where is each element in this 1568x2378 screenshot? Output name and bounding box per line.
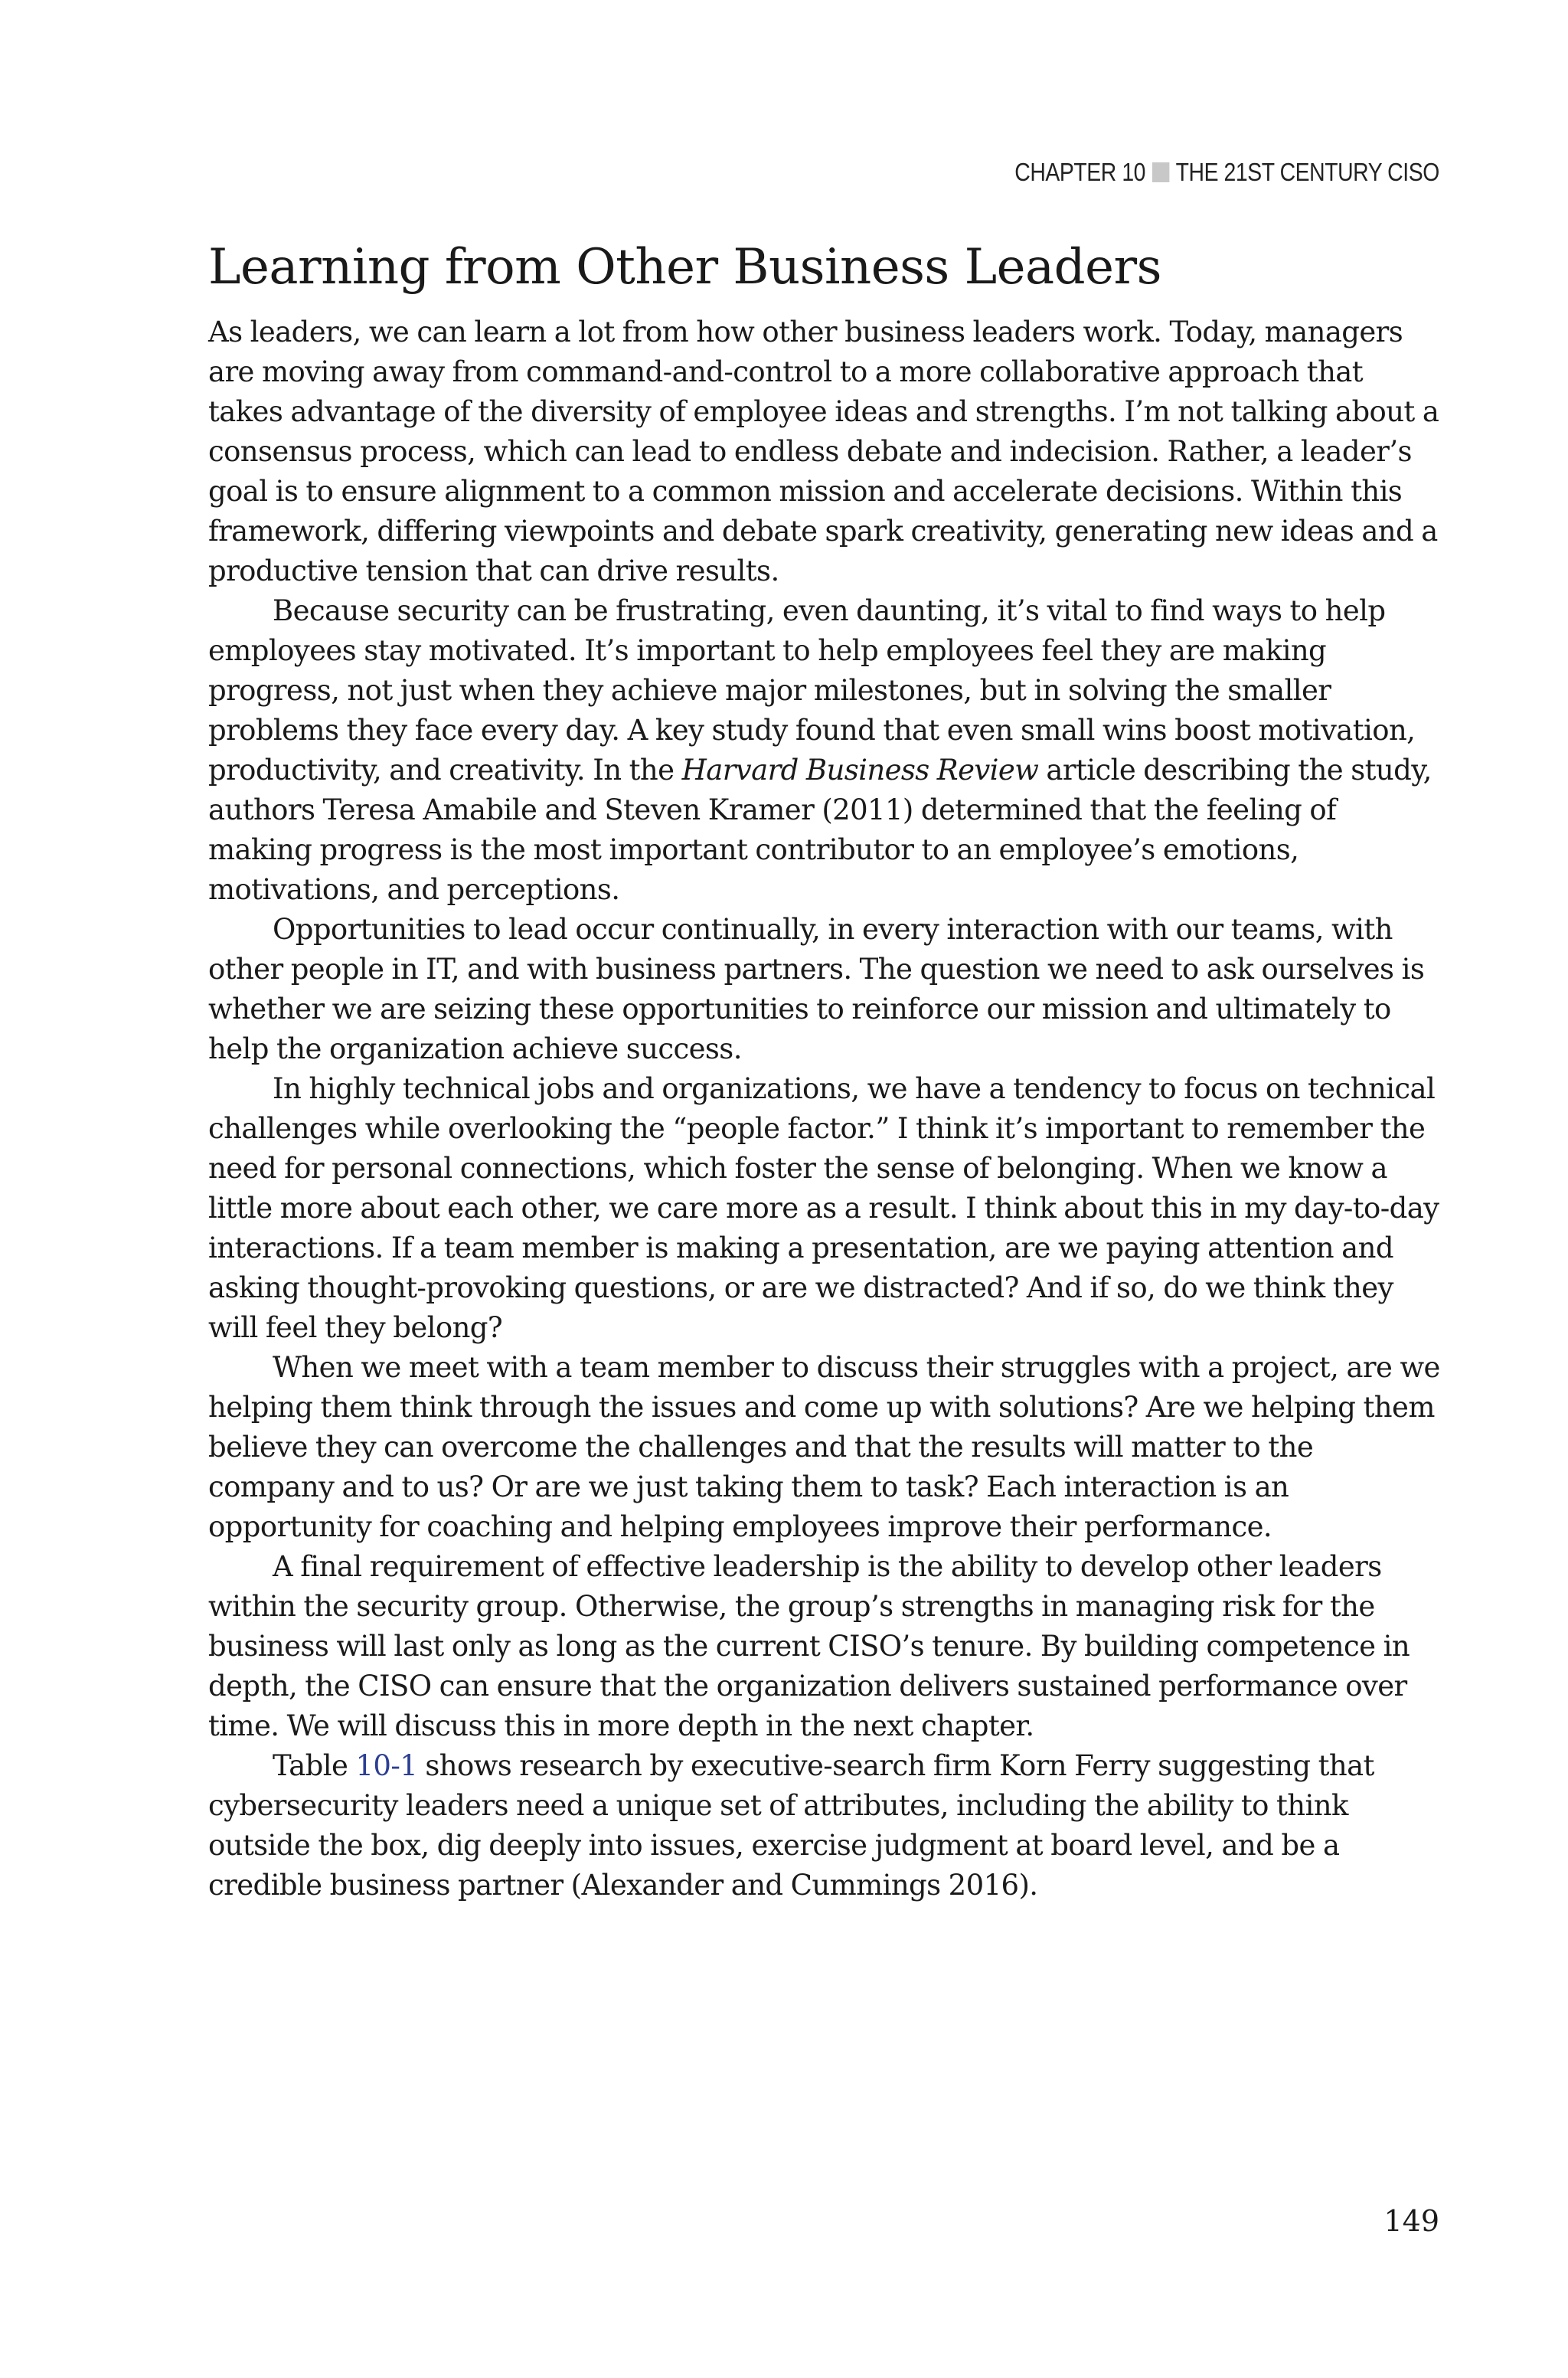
book-section-label: THE 21ST CENTURY CISO (1175, 158, 1439, 186)
page-number: 149 (1383, 2204, 1439, 2238)
paragraph-2 (208, 591, 1442, 910)
paragraph-1: As leaders, we can learn a lot from how other business leaders work. Today, managers are moving away from command-and-control to a more collaborative approach that takes advantage of the diversity of employee ideas and strengths. I’m not talking about a consensus process, which can lead to endless debate and indecision. Rather, a leader’s goal is to ensure alignment to a common mission and accelerate decisions. Within this framework, differing viewpoints and debate spark creativity, generating new ideas and a productive tension that can drive results. (208, 316, 1439, 587)
section-title: Learning from Other Business Leaders (208, 239, 1161, 296)
hbr-title: Harvard Business Review (681, 754, 1039, 787)
paragraph-6: A final requirement of effective leadership is the ability to develop other leaders within the security group. Otherwise, the group’s strengths in managing risk for the business will last only as long as the current CISO’s tenure. By building competence in depth, the CISO can ensure that the organization delivers sustained performance over time. We will discuss this in more depth in the next chapter. (208, 1550, 1410, 1742)
header-separator-icon (1152, 162, 1169, 182)
paragraph-7-text-end: shows research by executive-search firm Korn Ferry suggesting that cybersecurity leaders need a unique set of attributes, including the ability to think outside the box, dig deeply into issues, exercise judgment at board level, and be a credible business partner (Alexander and Cummings 2016). (208, 1749, 1374, 1902)
paragraph-4: In highly technical jobs and organizations, we have a tendency to focus on technical challenges while overlooking the “people factor.” I think it’s important to remember the need for personal connections, which foster the sense of belonging. When we know a little more about each other, we care more as a result. I think about this in my day-to-day interactions. If a team member is making a presentation, are we paying attention and asking thought-provoking questions, or are we distracted? And if so, do we think they will feel they belong? (208, 1072, 1439, 1344)
paragraph-2-text-start: Because security can be frustrating, even daunting, it’s vital to find ways to help employees stay motivated. It’s important to help employees feel they are making progress, not just when they achieve major milestones, but in solving the smaller problems they face every day. A key study found that even small wins boost motivation, productivity, and creativity. In the (208, 594, 1416, 787)
paragraph-7-text-start: Table (273, 1749, 356, 1782)
table-10-1-link[interactable]: 10-1 (355, 1749, 418, 1782)
running-header (1014, 158, 1439, 187)
paragraph-5: When we meet with a team member to discuss their struggles with a project, are we helping them think through the issues and come up with solutions? Are we helping them believe they can overcome the challenges and that the results will matter to the company and to us? Or are we just taking them to task? Each interaction is an opportunity for coaching and helping employees improve their performance. (208, 1351, 1440, 1543)
paragraph-3: Opportunities to lead occur continually, in every interaction with our teams, with other people in IT, and with business partners. The question we need to ask ourselves is whether we are seizing these opportunities to reinforce our mission and ultimately to help the organization achieve success. (208, 913, 1425, 1065)
paragraph-7 (208, 1746, 1442, 1905)
chapter-label: CHAPTER 10 (1014, 158, 1146, 186)
paragraph-2-text-end: article describing the study, authors Teresa Amabile and Steven Kramer (2011) determined that the feeling of making progress is the most important contributor to an employee’s emotions, motivations, and perceptions. (208, 754, 1432, 906)
page-content (208, 236, 1442, 1905)
